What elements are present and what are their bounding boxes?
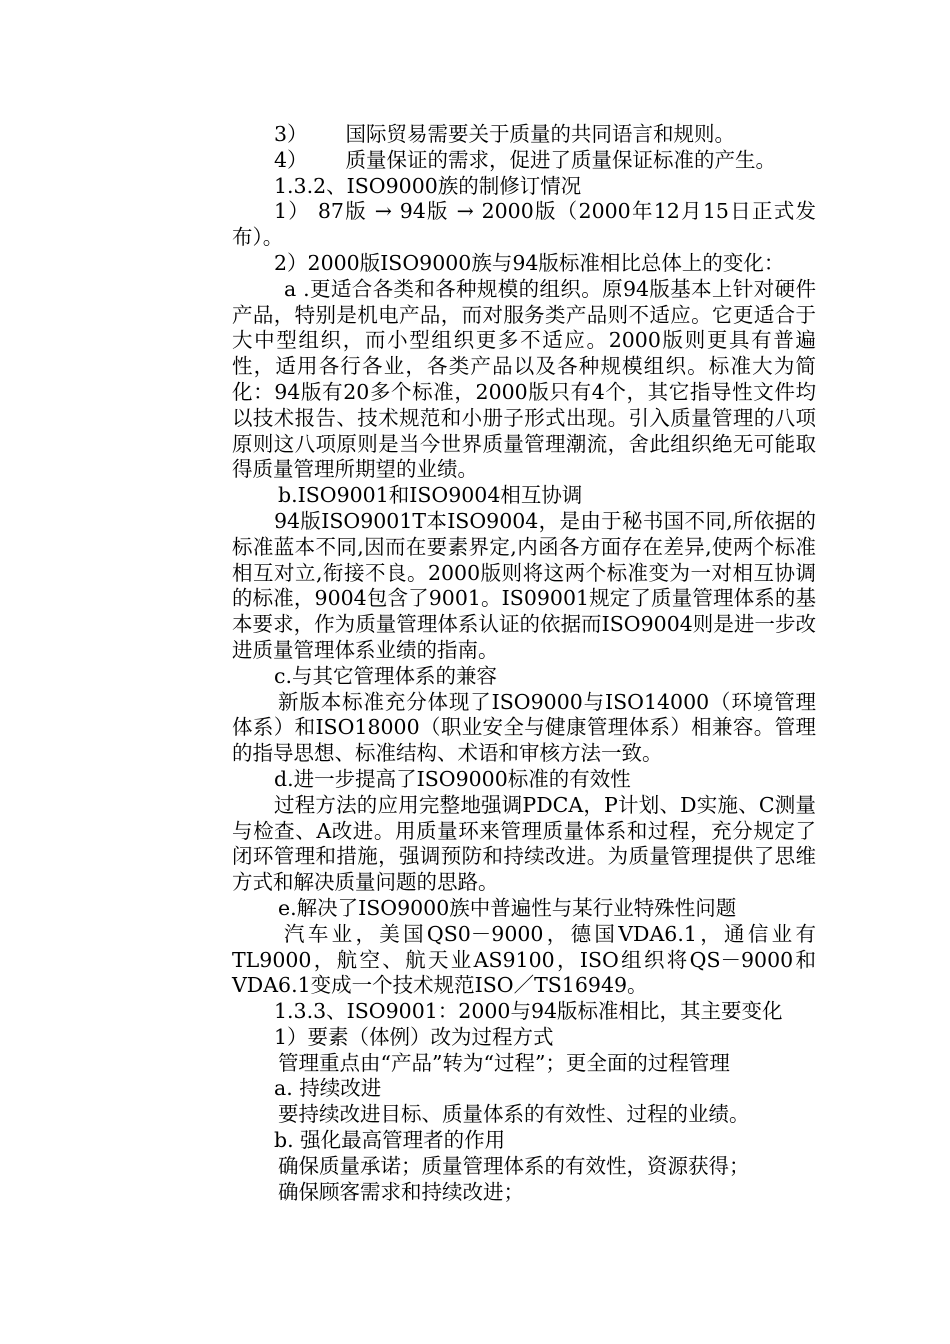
- subheading-point-b: b.ISO9001和ISO9004相互协调: [278, 483, 583, 508]
- paragraph-version-history: 1） 87版 → 94版 → 2000版（2000年12月15日正式发布）。: [232, 199, 816, 250]
- list-text: 质量保证的需求，促进了质量保证标准的产生。: [345, 147, 777, 172]
- paragraph-overall-changes: 2）2000版ISO9000族与94版标准相比总体上的变化：: [274, 250, 785, 275]
- document-body: [232, 122, 816, 1205]
- list-item-3: [232, 122, 816, 148]
- paragraph-point-c: 新版本标准充分体现了ISO9000与ISO14000（环境管理体系）和ISO18000（职业安全与健康管理体系）相兼容。管理的指导思想、标准结构、术语和审核方法一致。: [232, 689, 816, 766]
- subheading-continual-improvement: a. 持续改进: [274, 1076, 382, 1101]
- section-heading-1-3-3: 1.3.3、ISO9001：2000与94版标准相比，其主要变化: [274, 999, 783, 1024]
- paragraph-process-management: 管理重点由“产品”转为“过程”；更全面的过程管理: [278, 1050, 730, 1075]
- subheading-point-c: c.与其它管理体系的兼容: [274, 663, 497, 688]
- subheading-top-management: b. 强化最高管理者的作用: [274, 1128, 506, 1153]
- section-heading-1-3-2: 1.3.2、ISO9000族的制修订情况: [274, 173, 582, 198]
- list-number: 3）: [274, 122, 308, 146]
- list-number: 4）: [274, 147, 308, 172]
- subheading-process-approach: 1）要素（体例）改为过程方式: [274, 1024, 554, 1049]
- paragraph-quality-commitment: 确保质量承诺；质量管理体系的有效性，资源获得；: [278, 1153, 750, 1178]
- subheading-point-e: e.解决了ISO9000族中普遍性与某行业特殊性问题: [278, 895, 737, 920]
- subheading-point-d: d.进一步提高了ISO9000标准的有效性: [274, 766, 631, 791]
- list-item-4: [232, 148, 816, 174]
- paragraph-point-d: 过程方法的应用完整地强调PDCA，P计划、D实施、C测量与检查、A改进。用质量环来管理质量体系和过程，充分规定了闭环管理和措施，强调预防和持续改进。为质量管理提供了思维方式和解决质量问题的思路。: [232, 792, 816, 895]
- paragraph-point-b: 94版ISO9001T本ISO9004，是由于秘书国不同,所依据的标准蓝本不同,因而在要素界定,内函各方面存在差异,使两个标准相互对立,衔接不良。2000版则将这两个标准变为一对相互协调的标准，9004包含了9001。IS09001规定了质量管理体系的基本要求，作为质量管理体系认证的依据而ISO9004则是进一步改进质量管理体系业绩的指南。: [232, 508, 816, 662]
- paragraph-point-a: a .更适合各类和各种规模的组织。原94版基本上针对硬件产品，特别是机电产品，而对服务类产品则不适应。它更适合于大中型组织，而小型组织更多不适应。2000版则更具有普遍性，适用各行各业，各类产品以及各种规模组织。标准大为简化：94版有20多个标准，2000版只有4个，其它指导性文件均以技术报告、技术规范和小册子形式出现。引入质量管理的八项原则这八项原则是当今世界质量管理潮流，舍此组织绝无可能取得质量管理所期望的业绩。: [232, 276, 816, 482]
- paragraph-point-e: 汽车业，美国QS0－9000，德国VDA6.1，通信业有TL9000，航空、航天业AS9100，ISO组织将QS－9000和VDA6.1变成一个技术规范ISO／TS16949。: [232, 921, 816, 998]
- list-text: 国际贸易需要关于质量的共同语言和规则。: [345, 122, 736, 146]
- paragraph-continual-improvement: 要持续改进目标、质量体系的有效性、过程的业绩。: [278, 1102, 750, 1127]
- paragraph-customer-needs: 确保顾客需求和持续改进；: [278, 1179, 524, 1204]
